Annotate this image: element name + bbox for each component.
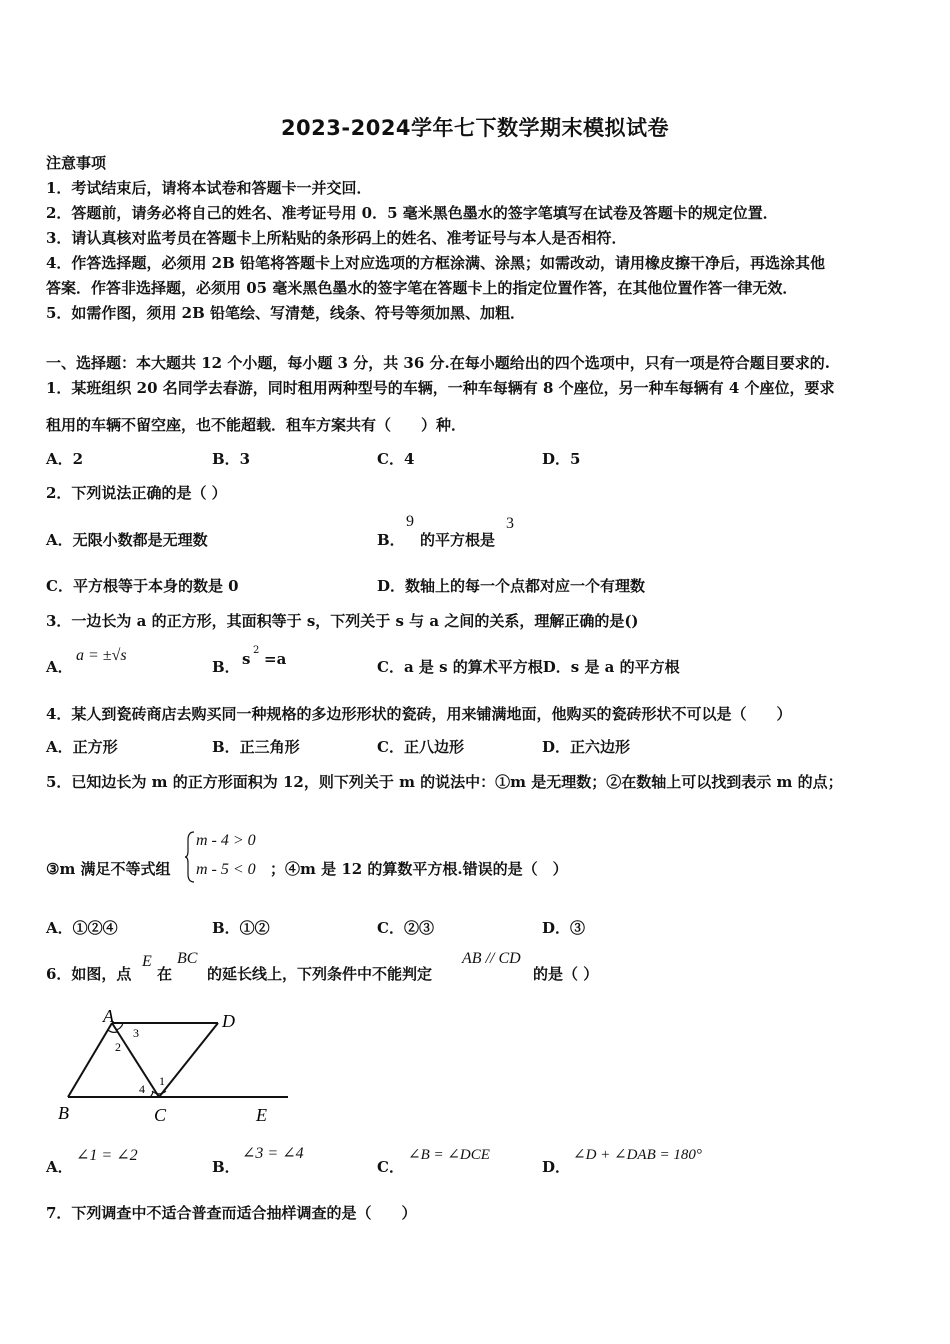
inequality-2: m - 5 < 0	[196, 861, 256, 878]
inequality-1: m - 4 > 0	[196, 832, 256, 849]
q1-option-a: A．2	[46, 450, 84, 468]
notice-item: 4．作答选择题，必须用 2B 铅笔将答题卡上对应选项的方框涂满、涂黑；如需改动，请用橡皮擦干净后，再选涂其他	[46, 254, 826, 272]
q3-option-a-label: A．	[46, 658, 73, 676]
page-title: 2023-2024学年七下数学期末模拟试卷	[280, 116, 670, 140]
q3-option-cd: C．a 是 s 的算术平方根D．s 是 a 的平方根	[377, 658, 680, 676]
q2-option-c: C．平方根等于本身的数是 0	[46, 577, 239, 595]
label-b: B	[58, 1103, 69, 1123]
q6-option-d-formula: ∠D + ∠DAB = 180°	[573, 1147, 702, 1163]
segment-ab	[68, 1023, 112, 1097]
label-d: D	[222, 1011, 235, 1031]
label-e: E	[256, 1105, 267, 1125]
question-6-text-2: 在	[157, 965, 173, 983]
q3-option-b-label: B．	[212, 658, 240, 676]
notice-item: 2．答题前，请务必将自己的姓名、准考证号用 0．5 毫米黑色墨水的签字笔填写在试卷及答题卡的规定位置．	[46, 204, 778, 222]
segment-cd	[159, 1023, 218, 1097]
question-2-stem: 2．下列说法正确的是（ ）	[46, 484, 227, 502]
notice-heading: 注意事项	[46, 154, 107, 172]
q2-option-b-number2: 3	[506, 515, 514, 532]
angle-label-1: 1	[159, 1074, 165, 1088]
q3-option-b-rest: =a	[264, 650, 287, 668]
q2-option-b-label: B．	[377, 531, 405, 549]
q6-option-c-label: C．	[377, 1158, 404, 1176]
geometry-figure	[50, 1005, 300, 1130]
q6-segment-bc: BC	[177, 950, 198, 967]
q5-option-c: C．②③	[377, 919, 434, 937]
question-1-line1: 1．某班组织 20 名同学去春游，同时租用两种型号的车辆，一种车每辆有 8 个座位，另一种车每辆有 4 个座位，要求	[46, 379, 835, 397]
question-6-text-1: 6．如图，点	[46, 965, 132, 983]
q1-option-b: B．3	[212, 450, 251, 468]
q3-option-b-exponent: 2	[253, 645, 260, 656]
label-c: C	[154, 1105, 167, 1125]
q6-option-a-label: A．	[46, 1158, 73, 1176]
q2-option-b-number: 9	[406, 513, 414, 530]
q4-option-b: B．正三角形	[212, 738, 300, 756]
q1-option-c: C．4	[377, 450, 415, 468]
q2-option-d: D．数轴上的每一个点都对应一个有理数	[377, 577, 646, 595]
q3-option-a-formula: a = ±√s	[76, 647, 127, 664]
q6-option-c-formula: ∠B = ∠DCE	[408, 1147, 490, 1163]
q5-option-a: A．①②④	[46, 919, 118, 937]
notice-item: 3．请认真核对监考员在答题卡上所粘贴的条形码上的姓名、准考证号与本人是否相符．	[46, 229, 627, 247]
question-5-suffix: ；④m 是 12 的算数平方根.错误的是（ ）	[270, 860, 568, 878]
q4-option-d: D．正六边形	[542, 738, 631, 756]
q6-point-e: E	[142, 953, 152, 970]
question-5-line1: 5．已知边长为 m 的正方形面积为 12，则下列关于 m 的说法中：①m 是无理数；②在数轴上可以找到表示 m 的点；	[46, 773, 843, 791]
q6-option-b-formula: ∠3 = ∠4	[242, 1145, 304, 1162]
notice-item: 答案．作答非选择题，必须用 05 毫米黑色墨水的签字笔在答题卡上的指定位置作答，在其他位置作答一律无效．	[46, 279, 798, 297]
angle-label-2: 2	[115, 1040, 121, 1054]
question-3-stem: 3．一边长为 a 的正方形，其面积等于 s，下列关于 s 与 a 之间的关系，理解正确的是()	[46, 612, 639, 630]
label-a: A	[103, 1006, 114, 1026]
section-heading: 一、选择题：本大题共 12 个小题，每小题 3 分，共 36 分.在每小题给出的四个选项中，只有一项是符合题目要求的.	[46, 354, 830, 372]
notice-item: 1．考试结束后，请将本试卷和答题卡一并交回．	[46, 179, 372, 197]
question-7-stem: 7．下列调查中不适合普查而适合抽样调查的是（ ）	[46, 1204, 417, 1222]
q2-option-a: A．无限小数都是无理数	[46, 531, 208, 549]
q5-option-b: B．①②	[212, 919, 270, 937]
q6-parallel-expr: AB // CD	[462, 950, 521, 967]
question-6-text-3: 的延长线上，下列条件中不能判定	[207, 965, 433, 983]
inequality-brace	[184, 830, 196, 884]
question-6-text-4: 的是（ ）	[533, 965, 599, 983]
q1-option-d: D．5	[542, 450, 581, 468]
q5-option-d: D．③	[542, 919, 586, 937]
q6-option-d-label: D．	[542, 1158, 571, 1176]
question-1-line2: 租用的车辆不留空座，也不能超载．租车方案共有（ ）种．	[46, 416, 467, 434]
q4-option-a: A．正方形	[46, 738, 118, 756]
q2-option-b-text: 的平方根是	[420, 531, 496, 549]
question-5-prefix: ③m 满足不等式组	[46, 860, 171, 878]
q3-option-b-s: s	[242, 650, 251, 668]
notice-item: 5．如需作图，须用 2B 铅笔绘、写清楚，线条、符号等须加黑、加粗．	[46, 304, 525, 322]
q6-option-a-formula: ∠1 = ∠2	[76, 1147, 138, 1164]
question-4-stem: 4．某人到瓷砖商店去购买同一种规格的多边形形状的瓷砖，用来铺满地面，他购买的瓷砖形状不可以是（ ）	[46, 705, 792, 723]
angle-label-3: 3	[133, 1026, 139, 1040]
angle-label-4: 4	[139, 1082, 145, 1096]
q6-option-b-label: B．	[212, 1158, 240, 1176]
q4-option-c: C．正八边形	[377, 738, 464, 756]
